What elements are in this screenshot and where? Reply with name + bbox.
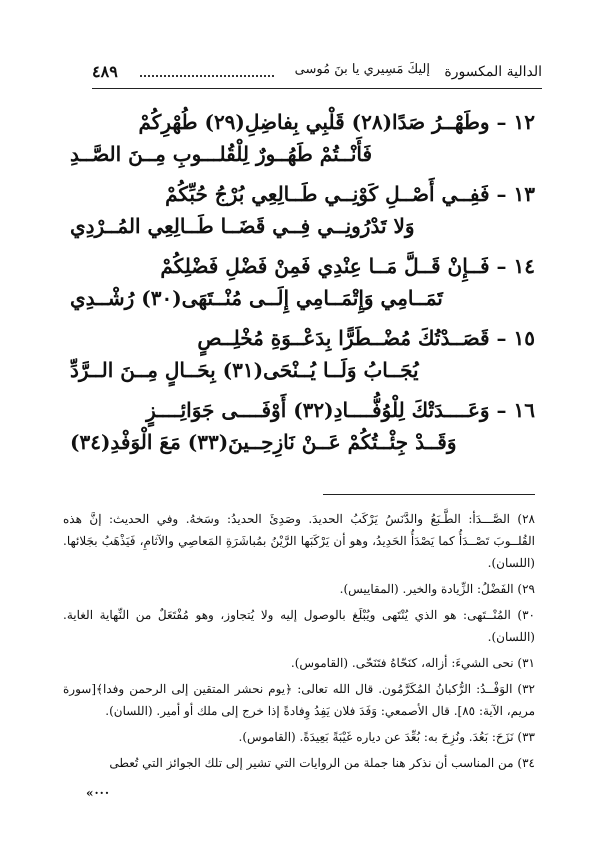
verse-second-hemistich: يُجَــابُ وَلَــا يُــنْحَى(٣١) بِحَــالٍ مِــنَ الــرَّدِّ bbox=[70, 358, 419, 382]
footnote-separator bbox=[323, 494, 535, 495]
footnote-28: ٢٨) الصَّـــدَأ: الطَّـبَعُ والدَّنَسُ يَرْكَبُ الحديدَ. وصَدِئَ الحديدُ: وسَخهُ. وفي الحديث: إنَّ هذه القُلــوبَ تَصْــدَأُ كما يَصْدَأُ الحَدِيدُ، وهو أن يَرْكَبَها الرَّيْنُ بمُباشَرَةِ المَعاصِي والآثامِ، فَيَذْهَبُ بجَلائها. (اللسان). bbox=[63, 512, 535, 570]
footnote-34: ٣٤) من المناسب أن نذكر هنا جملة من الروايات التي تشير إلى تلك الجوائز التي تُعطى bbox=[109, 756, 535, 770]
verse-first-text: فَفِــي أَصْــلِ كَوْنِــي طَــالِعِي بُرْجُ حُبِّكُمْ bbox=[165, 182, 490, 206]
footnote-33: ٣٣) نَزَحَ: بَعُدَ. ونُزِحَ به: بُعِّدَ عن دياره غَيْبَةً بَعِيدَةً. (القاموس). bbox=[238, 730, 535, 744]
verse-second-hemistich: وَلا تَدْرُونِــي فِــي قَضَــا طَــالِعِي المُــرْدِي bbox=[70, 214, 415, 238]
verse-number: ١٢ bbox=[513, 110, 535, 134]
page-header bbox=[92, 62, 542, 86]
verse-first-hemistich: ١٥ – قَصَــدْتُكَ مُضْــطَرًّا بِدَعْــوَةِ مُخْلِــصٍ bbox=[197, 326, 535, 350]
verse-first-text: وَعَــــدَتْكَ لِلْوُفُّــــادِ(٣٢) أَوْفَــــى جَوَائِــــزٍ bbox=[146, 398, 490, 422]
footnote-31: ٣١) نحى الشيءَ: أزاله، كنَحّاهُ فتَنَحّى. (القاموس). bbox=[290, 656, 535, 670]
verse-number: ١٤ bbox=[513, 254, 535, 278]
footnotes bbox=[63, 508, 535, 778]
poem-title: إليكَ مَسِيري يا بنَ مُوسى bbox=[294, 62, 430, 77]
verse-12 bbox=[70, 102, 535, 174]
verse-first-text: وطَهْــرُ صَدًا(٢٨) قَلْبِي بِفاضِلِ(٢٩) طُهْرِكُمْ bbox=[138, 110, 490, 134]
page-number: ٤٨٩ bbox=[92, 62, 118, 81]
verse-second-hemistich: تَمَــامِي وَإِتْمَــامِي إِلَــى مُنْــتَهَى(٣٠) رُشْــدِي bbox=[70, 286, 443, 310]
verse-second-hemistich: فَأَنْــتُمْ طَهُــورٌ لِلْقُلـــوبِ مِــنَ الصَّــدِ bbox=[70, 142, 373, 166]
verse-13 bbox=[70, 174, 535, 246]
header-dotted-leader bbox=[140, 75, 274, 77]
verse-15 bbox=[70, 318, 535, 390]
verse-first-hemistich: ١٣ – فَفِــي أَصْــلِ كَوْنِــي طَــالِعِي بُرْجُ حُبِّكُمْ bbox=[165, 182, 535, 206]
verse-first-hemistich: ١٢ – وطَهْــرُ صَدًا(٢٨) قَلْبِي بِفاضِلِ(٢٩) طُهْرِكُمْ bbox=[138, 110, 535, 134]
footnote-29: ٢٩) الفَضْلُ: الزِّيادة والخير. (المقاييس). bbox=[339, 582, 535, 596]
verse-14 bbox=[70, 246, 535, 318]
verse-first-text: فَــإِنْ قَــلَّ مَــا عِنْدِي فَمِنْ فَضْلِ فَضْلِكُمْ bbox=[160, 254, 490, 278]
verse-first-hemistich: ١٤ – فَــإِنْ قَــلَّ مَــا عِنْدِي فَمِنْ فَضْلِ فَضْلِكُمْ bbox=[160, 254, 535, 278]
poem-verses bbox=[70, 102, 535, 462]
chapter-title: الدالية المكسورة bbox=[444, 64, 542, 80]
verse-number: ١٦ bbox=[513, 398, 535, 422]
verse-second-hemistich: وَقَــدْ جِئْــتُكُمْ عَــنْ نَازِحِــينَ(٣٣) مَعَ الْوَفْدِ(٣٤) bbox=[70, 430, 457, 454]
verse-first-text: قَصَــدْتُكَ مُضْــطَرًّا بِدَعْــوَةِ مُخْلِــصٍ bbox=[197, 326, 490, 350]
verse-number: ١٥ bbox=[513, 326, 535, 350]
verse-number: ١٣ bbox=[513, 182, 535, 206]
verse-16 bbox=[70, 390, 535, 462]
header-rule bbox=[92, 88, 542, 89]
continuation-mark: «··· bbox=[86, 786, 111, 800]
footnote-30: ٣٠) المُنْــتَهى: هو الذي يُنْتَهى ويُبْلَغ بالوصول إليه ولا يُتجاوز، وهو مُفْتَعَلٌ من النِّهاية الغاية. (اللسان). bbox=[63, 608, 535, 644]
verse-first-hemistich: ١٦ – وَعَــــدَتْكَ لِلْوُفُّــــادِ(٣٢) أَوْفَــــى جَوَائِــــزٍ bbox=[146, 398, 535, 422]
footnote-32: ٣٢) الوَفْــدُ: الرُّكبانُ المُكَرَّمُون. قال الله تعالى: ﴿يوم نحشر المتقين إلى الرحمن وفدا﴾[سورة مريم، الآية: ٨٥]. قال الأصمعي: وَفَدَ فلان يَفِدُ وِفادةً إذا خرج إلى ملك أو أمير. (اللسان). bbox=[63, 682, 535, 718]
